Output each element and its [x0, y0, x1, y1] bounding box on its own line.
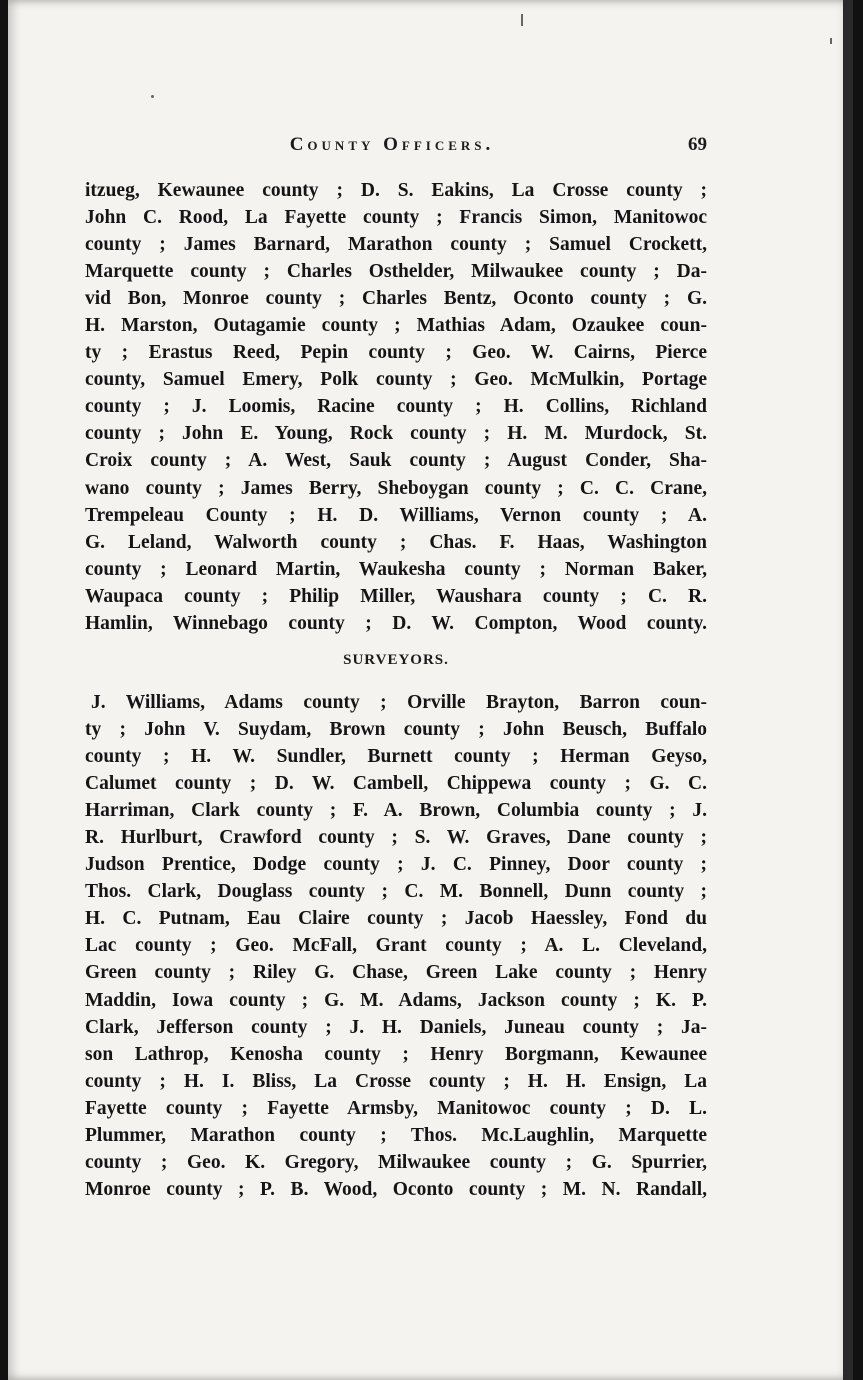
text-line: Monroe county ; P. B. Wood, Oconto county ; M. N. Randall, [85, 1178, 707, 1200]
text-line: Maddin, Iowa county ; G. M. Adams, Jackson county ; K. P. [85, 989, 707, 1011]
text-line: county, Samuel Emery, Polk county ; Geo. McMulkin, Portage [85, 369, 707, 391]
text-line: Lac county ; Geo. McFall, Grant county ; A. L. Cleveland, [85, 935, 707, 957]
text-line: vid Bon, Monroe county ; Charles Bentz, Oconto county ; G. [85, 288, 707, 310]
page-number: 69 [688, 134, 707, 155]
text-line: R. Hurlburt, Crawford county ; S. W. Graves, Dane county ; [85, 827, 707, 849]
speck-mark [521, 14, 523, 26]
text-line: Thos. Clark, Douglass county ; C. M. Bonnell, Dunn county ; [85, 881, 707, 903]
speck-mark [151, 95, 154, 98]
text-line: Plummer, Marathon county ; Thos. Mc.Laughlin, Marquette [85, 1124, 707, 1146]
text-line: Trempeleau County ; H. D. Williams, Vernon county ; A. [85, 504, 707, 526]
text-line: Calumet county ; D. W. Cambell, Chippewa county ; G. C. [85, 773, 707, 795]
text-line: ty ; Erastus Reed, Pepin county ; Geo. W. Cairns, Pierce [85, 342, 707, 364]
text-line: Hamlin, Winnebago county ; D. W. Compton, Wood county. [85, 612, 707, 634]
text-line: son Lathrop, Kenosha county ; Henry Borgmann, Kewaunee [85, 1043, 707, 1065]
paragraph-county-officers [85, 177, 707, 637]
text-line: county ; H. I. Bliss, La Crosse county ; H. H. Ensign, La [85, 1070, 707, 1092]
text-line: Marquette county ; Charles Osthelder, Milwaukee county ; Da- [85, 261, 707, 283]
text-line: G. Leland, Walworth county ; Chas. F. Haas, Washington [85, 531, 707, 553]
text-line: J. Williams, Adams county ; Orville Brayton, Barron coun- [91, 692, 707, 713]
text-line: county ; H. W. Sundler, Burnett county ; Herman Geyso, [85, 746, 707, 768]
text-line: H. Marston, Outagamie county ; Mathias Adam, Ozaukee coun- [85, 315, 707, 337]
text-line: H. C. Putnam, Eau Claire county ; Jacob Haessley, Fond du [85, 908, 707, 930]
text-line: county ; John E. Young, Rock county ; H. M. Murdock, St. [85, 423, 707, 445]
text-line: Clark, Jefferson county ; J. H. Daniels, Juneau county ; Ja- [85, 1016, 707, 1038]
speck-mark [830, 38, 832, 44]
text-line: John C. Rood, La Fayette county ; Francis Simon, Manitowoc [85, 207, 707, 229]
text-line: county ; Leonard Martin, Waukesha county ; Norman Baker, [85, 558, 707, 580]
section-heading-surveyors: SURVEYORS. [343, 652, 449, 668]
text-line: Harriman, Clark county ; F. A. Brown, Columbia county ; J. [85, 800, 707, 822]
text-line: Croix county ; A. West, Sauk county ; August Conder, Sha- [85, 450, 707, 472]
text-line: Fayette county ; Fayette Armsby, Manitowoc county ; D. L. [85, 1097, 707, 1119]
text-line: ty ; John V. Suydam, Brown county ; John Beusch, Buffalo [85, 719, 707, 741]
text-line: county ; Geo. K. Gregory, Milwaukee county ; G. Spurrier, [85, 1151, 707, 1173]
text-line: county ; James Barnard, Marathon county ; Samuel Crockett, [85, 234, 707, 256]
text-line: Judson Prentice, Dodge county ; J. C. Pinney, Door county ; [85, 854, 707, 876]
text-line: itzueg, Kewaunee county ; D. S. Eakins, La Crosse county ; [85, 180, 707, 201]
paragraph-surveyors [85, 689, 707, 1203]
text-line: Waupaca county ; Philip Miller, Waushara county ; C. R. [85, 585, 707, 607]
text-line: Green county ; Riley G. Chase, Green Lake county ; Henry [85, 962, 707, 984]
page-edge-shadow [843, 0, 853, 1380]
text-line: county ; J. Loomis, Racine county ; H. Collins, Richland [85, 396, 707, 418]
text-line: wano county ; James Berry, Sheboygan county ; C. C. Crane, [85, 477, 707, 499]
page-title: County Officers. [289, 134, 495, 155]
running-header [77, 134, 707, 164]
